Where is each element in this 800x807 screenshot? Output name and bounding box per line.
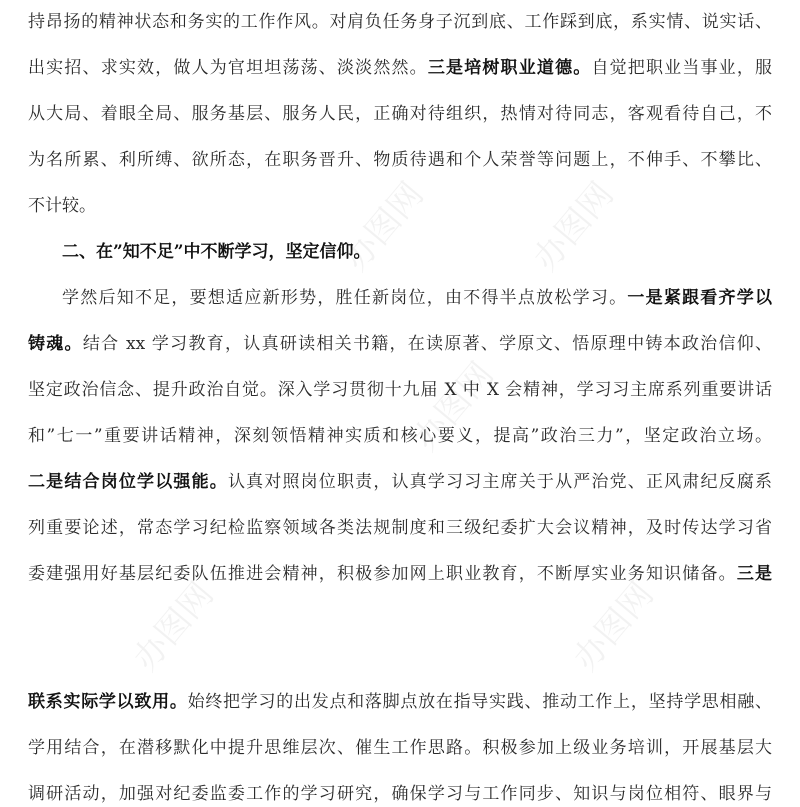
- text-line: [28, 193, 772, 219]
- body-text: 委建强用好基层纪委队伍推进会精神，积极参加网上职业教育，不断厚实业务知识储备。: [28, 564, 737, 584]
- text-line: [28, 735, 772, 761]
- text-line: [28, 515, 772, 541]
- text-line: [28, 331, 772, 357]
- text-line: [28, 147, 772, 173]
- body-text: 结合 xx 学习教育，认真研读相关书籍，在读原著、学原文、悟原理中铸本政治信仰、: [82, 334, 772, 354]
- text-line: [28, 423, 772, 449]
- text-line: [28, 561, 772, 587]
- body-text: 坚定政治信念、提升政治自觉。深入学习贯彻十九届 X 中 X 会精神，学习习主席系列重要讲话: [28, 380, 772, 400]
- bold-text: 三是: [736, 564, 773, 584]
- body-text: 调研活动，加强对纪委监委工作的学习研究，确保学习与工作同步、知识与岗位相符、眼界与: [28, 784, 772, 804]
- body-text: 出实招、求实效，做人为官坦坦荡荡、淡淡然然。: [28, 58, 428, 78]
- watermark: 办图网: [405, 354, 502, 459]
- bold-text: 三是培树职业道德。: [427, 58, 592, 78]
- text-line: [28, 689, 772, 715]
- text-line: [28, 781, 772, 807]
- text-line: [62, 285, 772, 311]
- text-line: [28, 55, 772, 81]
- body-text: 列重要论述，常态学习纪检监察领域各类法规制度和三级纪委扩大会议精神，及时传达学习省: [28, 518, 772, 538]
- text-line: [28, 9, 772, 35]
- watermark: 办图网: [525, 174, 622, 279]
- bold-text: 铸魂。: [28, 334, 83, 354]
- body-text: 学然后知不足，要想适应新形势，胜任新岗位，由不得半点放松学习。: [62, 288, 628, 308]
- body-text: 认真对照岗位职责，认真学习习主席关于从严治党、正风肃纪反腐系: [227, 472, 773, 492]
- bold-text: 二是结合岗位学以强能。: [28, 472, 228, 492]
- watermark: 办图网: [565, 574, 662, 679]
- watermark: 办图网: [125, 574, 222, 679]
- watermark: 办图网: [335, 174, 432, 279]
- body-text: 从大局、着眼全局、服务基层、服务人民，正确对待组织，热情对待同志，客观看待自己，不: [28, 104, 772, 124]
- text-line: [28, 469, 772, 495]
- text-line: [28, 377, 772, 403]
- bold-text: 联系实际学以致用。: [28, 692, 188, 712]
- body-text: 学用结合，在潜移默化中提升思维层次、催生工作思路。积极参加上级业务培训，开展基层大: [28, 738, 772, 758]
- bold-text: 一是紧跟看齐学以: [627, 288, 773, 308]
- bold-text: 二、在”知不足”中不断学习，坚定信仰。: [62, 242, 371, 262]
- body-text: 持昂扬的精神状态和务实的工作作风。对肩负任务身子沉到底、工作踩到底，系实情、说实话、: [28, 12, 772, 32]
- section-heading: [62, 239, 772, 265]
- text-line: [28, 101, 772, 127]
- body-text: 为名所累、利所缚、欲所态，在职务晋升、物质待遇和个人荣誉等问题上，不伸手、不攀比、: [28, 150, 772, 170]
- body-text: 不计较。: [28, 196, 96, 216]
- body-text: 自觉把职业当事业，服: [591, 58, 773, 78]
- body-text: 始终把学习的出发点和落脚点放在指导实践、推动工作上，坚持学思相融、: [187, 692, 773, 712]
- body-text: 和”七一”重要讲话精神，深刻领悟精神实质和核心要义，提高”政治三力”，坚定政治立场。: [28, 426, 772, 446]
